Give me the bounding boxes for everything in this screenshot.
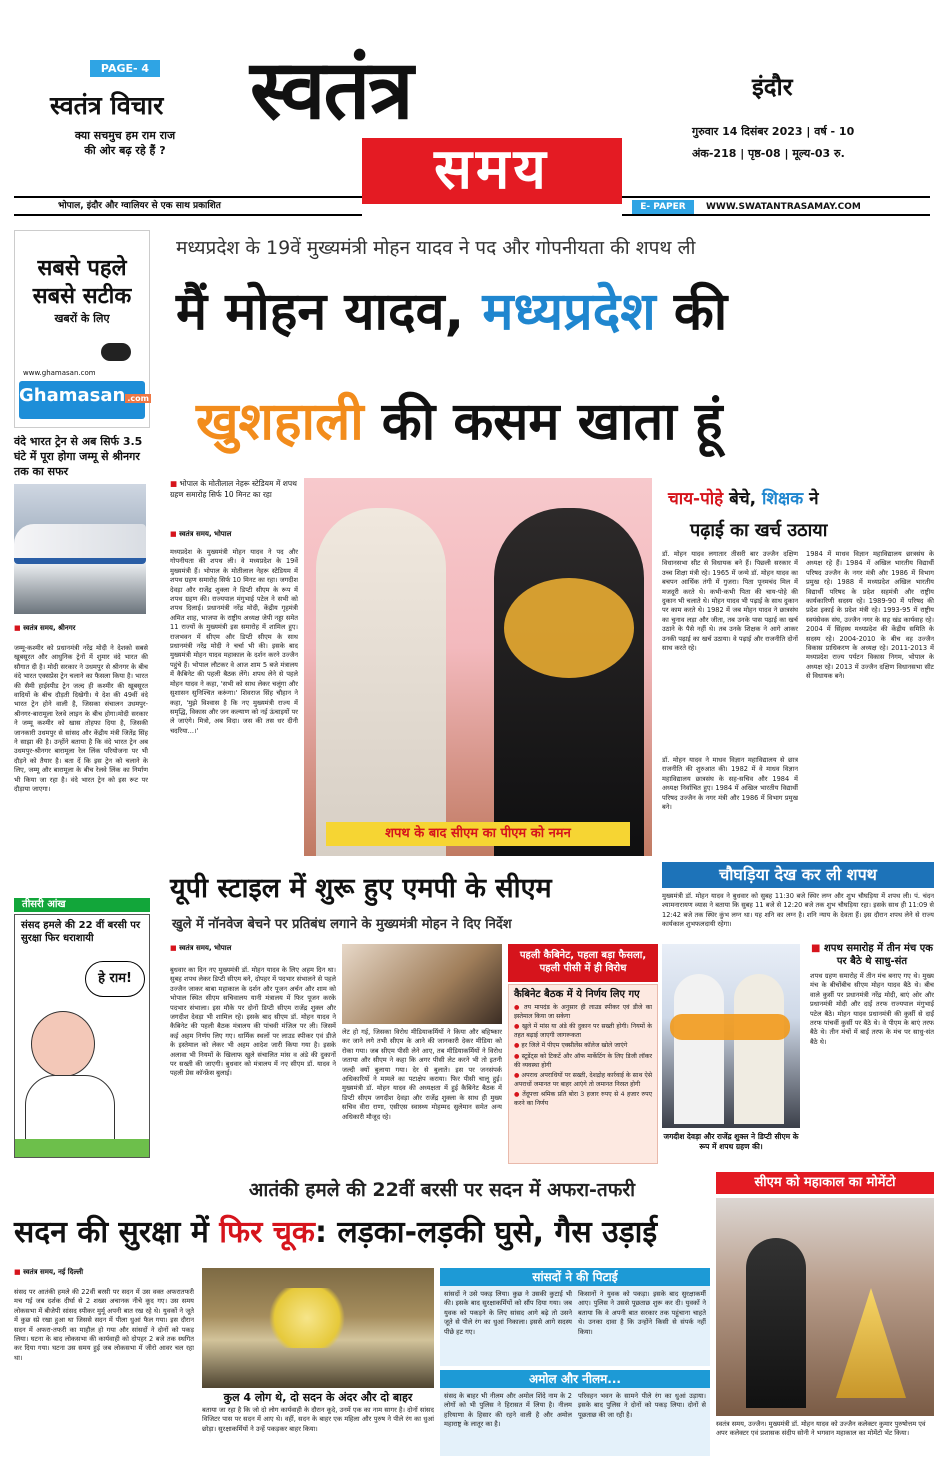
chaughadiya-body: मुख्यमंत्री डॉ. मोहन यादव ने बुधवार को सुबह 11:30 बजे स्थिर लग्न और शुभ चौघड़िया में शपथ ली। पं. चंदन श्यामनारायण व्यास ने बताया कि सुबह 11 बजे से 12:20 बजे तक शुभ चौघड़िया रहा। इसके साथ ही 11:09 से 12:42 बजे तक स्थिर कुंभ लग्न था। यह शनि का लग्न है। शनि न्याय के देवता हैं। इस दौरान शपथ लेने से राज्य कार्यकाल शुभफलदायी रहेगा। xyxy=(662,892,934,929)
gandhi-head-drawing xyxy=(31,1011,95,1077)
decision-item: ● अपराध अपराधियों पर सख्ती, देशद्रोह कार्रवाई के साथ ऐसे अपराधों जमानत पर बाहर आएंगे तो जमानत निरस्त होगी xyxy=(514,1072,652,1088)
decision-item: ● तय मापदंड के अनुसार ही लाउड स्पीकर एवं डीजे का इस्तेमाल किया जा सकेगा xyxy=(514,1004,653,1020)
lead-photo-caption: शपथ के बाद सीएम का पीएम को नमन xyxy=(326,822,630,846)
mps-beat-box xyxy=(440,1268,710,1366)
chaughadiya-subhead: ■ शपथ समारोह में तीन मंच एक पर बैठे थे साधु-संत xyxy=(811,943,933,967)
mouse-icon xyxy=(101,343,131,361)
tea-headline-line-2: पढ़ाई का खर्च उठाया xyxy=(690,520,828,541)
mp-cm-body-col-1: बुधवार का दिन नए मुख्यमंत्री डॉ. मोहन यादव के लिए अहम दिन था। सुबह शपथ लेकर डिप्टी सीएम बने, दोपहर में पदभार संभालने से पहले उज्जैन जाकर बाबा महाकाल के दर्शन और पूजन अर्चन और शाम को भोपाल स्थित सीएम सचिवालय यानी मंत्रालय में फिर पूजन करके पदभार संभाला। इस मौके पर दोनों डिप्टी सीएम राजेंद्र शुक्ल और जगदीश देवड़ा भी शामिल रहे। इसके बाद सीएम डॉ. मोहन यादव ने कैबिनेट की पहली बैठक मंत्रालय की पांचवी मंजिल पर ली। जिसमें कई अहम निर्णय लिए गए। धार्मिक स्थलों पर लाउड स्पीकर एवं डीजे के इस्तेमाल को लेकर भी अहम आदेश जारी किया गया है। इसके अलावा भी नियमों के खिलाफ खुले संचालित मांस व अंडे की दुकानों पर सख्ती की जाएगी। बुधवार को मंत्रालय में नए सीएम डॉ. यादव ने पहली प्रेस कॉन्फ्रेंस बुलाई। xyxy=(170,966,336,1078)
cartoon-section-title: तीसरी आंख xyxy=(14,898,150,912)
published-from: भोपाल, इंदौर और ग्वालियर से एक साथ प्रकाशित xyxy=(58,201,221,211)
mps-beat-col-1: सांसदों ने उसे पकड़ लिया। कुछ ने उसकी कुटाई भी की। इसके बाद सुरक्षाकर्मियों को सौंप दिया गया। जब युवक को पकड़ने के लिए सांसद आगे बढ़े तो उसने जूते से पीले रंग का धुआं निकाला। इससे आगे सदस्य पीछे हट गए। xyxy=(444,1290,572,1336)
yellow-smoke xyxy=(262,1288,352,1348)
mps-beat-col-2: किसानों ने युवक को पकड़ा। इसके बाद सुरक्षाकर्मी आए। पुलिस ने उससे पूछताछ शुरू कर दी। युवकों ने बताया कि वे अपनी बात सरकार तक पहुंचाना चाहते थे। उनका दावा है कि उन्होंने किसी से संपर्क नहीं किया। xyxy=(578,1290,706,1336)
masthead-strip-right xyxy=(622,196,930,216)
ghamasan-ad[interactable] xyxy=(14,230,150,428)
cabinet-box-title: पहली कैबिनेट, पहला बड़ा फैसला, पहली पीसी में ही विरोध xyxy=(508,944,658,982)
tea-body-col-2: डॉ. मोहन यादव ने माधव विज्ञान महाविद्यालय से छात्र राजनीति की शुरुआत की। 1982 में वे माधव विज्ञान महाविद्यालय छात्रसंघ के सह-सचिव और 1984 में अध्यक्ष निर्वाचित हुए। 1984 में अखिल भारतीय विद्यार्थी परिषद उज्जैन के नगर मंत्री और 1986 में विभाग प्रमुख बने। xyxy=(662,756,798,812)
temple-momento xyxy=(836,1288,906,1398)
chaughadiya-sub-body: शपथ ग्रहण समारोह में तीन मंच बनाए गए थे। मुख्य मंच के बीचोंबीच सीएम मोहन यादव बैठे थे। बीच वाले कुर्सी पर प्रधानमंत्री नरेंद्र मोदी, बाएं ओर और प्रधानमंत्री मोदी और दाईं तरफ राज्यपाल मंगुभाई पटेल बैठे। मोहन यादव प्रधानमंत्री की कुर्सी से दाईं तरफ पांचवीं कुर्सी पर बैठे थे। वे पीएम के बाएं तरफ बैठे थे। तीन मंचों में बाईं तरफ के मंच पर साधु-संत बैठे थे। xyxy=(810,972,934,1046)
opinion-subtitle: क्या सचमुच हम राम राज की ओर बढ़ रहे हैं ? xyxy=(74,129,176,157)
cabinet-box-subtitle: कैबिनेट बैठक में ये निर्णय लिए गए xyxy=(514,989,640,1000)
issue-line: अंक-218 | पृष्ठ-08 | मूल्य-03 रु. xyxy=(692,147,845,160)
vande-bharat-train-photo xyxy=(14,484,146,614)
deputy-cm-caption: जगदीश देवड़ा और राजेंद्र शुक्ल ने डिप्टी सीएम के रूप में शपथ ग्रहण की। xyxy=(663,1132,799,1151)
parliament-photo-caption: कुल 4 लोग थे, दो सदन के अंदर और दो बाहर xyxy=(223,1391,413,1404)
cabinet-meeting-photo xyxy=(342,944,502,1024)
page-number-tag: PAGE- 4 xyxy=(90,60,160,77)
mahakal-momento-photo xyxy=(716,1198,934,1416)
deputy-cm-photo xyxy=(662,944,800,1128)
decision-item: ● स्टूडेंट्स को टिकटें और ऑफ मार्केटिंग के लिए डिजी लॉकर की व्यवस्था होगी xyxy=(514,1052,652,1069)
mp-cm-headline: यूपी स्टाइल में शुरू हुए एमपी के सीएम xyxy=(170,873,552,904)
masthead-strip-left xyxy=(14,196,362,216)
lead-byline: ■ स्वतंत्र समय, भोपाल xyxy=(170,530,232,538)
chaughadiya-headline: चौघड़िया देख कर ली शपथ xyxy=(662,862,934,888)
mps-beat-title: सांसदों ने की पिटाई xyxy=(440,1268,710,1286)
modi-figure xyxy=(316,508,446,856)
parliament-body: संसद पर आतंकी हमले की 22वीं बरसी पर सदन में उस वक्त अफरातफरी मच गई जब दर्शक दीर्घा से 2 शख्स अचानक नीचे कूद गए। उस समय लोकसभा में बीजेपी सांसद स्पीकर मुर्मू अपनी बात रख रहे थे। युवकों ने जूते में कुछ स्प्रे रखा हुआ था जिससे सदन में पीला धुआं फैल गया। इस दौरान सदन में अफरा-तफरी का माहौल हो गया और सांसदों ने दोनों को पकड़ लिया। घटना के बाद लोकसभा की कार्यवाही को दोपहर 2 बजे तक स्थगित कर दिया गया। घटना उस समय हुई जब लोकसभा में जीरो आवर चल रहा था। xyxy=(14,1288,194,1362)
mp-cm-byline: ■ स्वतंत्र समय, भोपाल xyxy=(170,944,232,952)
marigold-garland xyxy=(504,578,634,678)
ad-url: www.ghamasan.com xyxy=(23,369,96,377)
mohan-yadav-figure xyxy=(494,508,644,856)
parliament-byline: ■ स्वतंत्र समय, नई दिल्ली xyxy=(14,1268,84,1276)
parliament-headline: सदन की सुरक्षा में फिर चूक: लड़का-लड़की घुसे, गैस उड़ाई xyxy=(14,1215,658,1250)
parliament-photo-text: बताया जा रहा है कि जो दो लोग कार्यवाही के दौरान कूदे, उनमें एक का नाम सागर है। दोनों सांसद विजिटर पास पर सदन में आए थे। वहीं, सदन के बाहर एक महिला और पुरुष ने पीले रंग का धुआं छोड़ा। सुरक्षाकर्मियों ने उन्हें पकड़कर बाहर किया। xyxy=(202,1406,434,1433)
lead-body: मध्यप्रदेश के मुख्यमंत्री मोहन यादव ने पद और गोपनीयता की शपथ ली। वे मध्यप्रदेश के 19वें मुख्यमंत्री हैं। भोपाल के मोतीलाल नेहरू स्टेडियम में शपथ ग्रहण समारोह सिर्फ 10 मिनट का रहा। जगदीश देवड़ा और राजेंद्र शुक्ला ने डिप्टी सीएम के रूप में शपथ ग्रहण की। राज्यपाल मंगुभाई पटेल ने सभी को शपथ दिलाई। प्रधानमंत्री नरेंद्र मोदी, केंद्रीय गृहमंत्री अमित शाह, भाजपा के राष्ट्रीय अध्यक्ष जेपी नड्डा समेत 11 राज्यों के मुख्यमंत्री इस समारोह में शामिल हुए। राजभवन में सीएम और डिप्टी सीएम के साथ प्रधानमंत्री नरेंद्र मोदी ने चर्चा भी की। इसके बाद मुख्यमंत्री मोहन यादव महाकाल के दर्शन करने उज्जैन पहुंचे हैं। भोपाल लौटकर वे आज शाम 5 बजे मंत्रालय में कैबिनेट की पहली बैठक लेंगे। शपथ लेने से पहले मोहन यादव ने कहा, 'सभी को साथ लेकर चलूंगा और सुशासन सुनिश्चित करूंगा।' शिवराज सिंह चौहान ने कहा, 'मुझे विश्वास है कि नए मुख्यमंत्री राज्य में समृद्धि, विकास और जन कल्याण को नई ऊंचाइयों पर ले जाएंगे। मित्रो, अब विदा। जस की तस धर दीनी चदरिया...।' xyxy=(170,548,298,735)
parliament-smoke-photo xyxy=(202,1268,434,1388)
mp-cm-deck: खुले में नॉनवेज बेचने पर प्रतिबंध लगाने के मुख्यमंत्री मोहन ने दिए निर्देश xyxy=(172,917,512,932)
amol-neelam-box xyxy=(440,1370,710,1456)
gandhi-body-drawing xyxy=(25,1075,115,1145)
lead-kicker: मध्यप्रदेश के 19वें मुख्यमंत्री मोहन यादव ने पद और गोपनीयता की शपथ ली xyxy=(176,237,696,259)
ghamasan-logo: Ghamasan .com xyxy=(19,381,145,419)
lead-headline-line-1: मैं मोहन यादव, मध्यप्रदेश की xyxy=(176,282,728,342)
epaper-label: E- PAPER xyxy=(632,200,694,214)
tea-body-col-3: 1984 में माधव विज्ञान महाविद्यालय छात्रसंघ के अध्यक्ष रहे हैं। 1984 में अखिल भारतीय विद्यार्थी परिषद उज्जैन के नगर मंत्री और 1986 में विभाग प्रमुख रहे। 1988 में मध्यप्रदेश अखिल भारतीय विद्यार्थी परिषद के प्रदेश सहमंत्री और राष्ट्रीय कार्यकारिणी सदस्य रहे। 1989-90 में परिषद की प्रदेश इकाई के प्रदेश मंत्री रहे। 1993-95 में राष्ट्रीय स्वयंसेवक संघ, उज्जैन नगर के सह खंड कार्यवाह रहे। 2004 में सिंहस्थ मध्यप्रदेश की केंद्रीय समिति के सदस्य रहे। 2004-2010 के बीच वह उज्जैन विकास प्राधिकरण के अध्यक्ष रहे। 2011-2013 में मध्यप्रदेश राज्य पर्यटन विकास निगम, भोपाल के अध्यक्ष रहे। 2013 में उज्जैन दक्षिण विधानसभा सीट से विधायक बने। xyxy=(806,550,934,681)
cartoon-panel xyxy=(14,914,150,1158)
mahakal-caption: स्वतंत्र समय, उज्जैन। मुख्यमंत्री डॉ. मोहन यादव को उज्जैन कलेक्टर कुमार पुरुषोत्तम एवं अपर कलेक्टर एवं प्रशासक संदीप सोनी ने भगवान महाकाल का मोमेंटो भेंट किया। xyxy=(716,1420,926,1438)
cartoon-grass xyxy=(15,1139,149,1157)
masthead-title-top: स्वतंत्र xyxy=(250,42,412,138)
masthead-title-bottom: समय xyxy=(362,138,622,204)
cabinet-decisions-box xyxy=(508,984,658,1164)
lead-photo xyxy=(304,478,652,856)
ad-line-2: सबसे सटीक xyxy=(32,284,132,309)
cartoon-caption: संसद हमले की 22 वीं बरसी पर सुरक्षा फिर धराशायी xyxy=(21,920,141,944)
amol-neelam-col-1: संसद के बाहर भी नीलम और अमोल शिंदे नाम के 2 लोगों को भी पुलिस ने हिरासत में लिया है। नीलम हरियाणा के हिसार की रहने वाली है और अमोल महाराष्ट्र के लातूर का है। xyxy=(444,1392,572,1429)
ad-line-1: सबसे पहले xyxy=(37,256,127,281)
tea-headline-line-1: चाय-पोहे बेचे, शिक्षक ने xyxy=(668,489,819,509)
mahakal-title: सीएम को महाकाल का मोमेंटो xyxy=(716,1172,934,1194)
amol-neelam-title: अमोल और नीलम... xyxy=(440,1370,710,1388)
left-story-body: जम्मू-कश्मीर को प्रधानमंत्री नरेंद्र मोदी ने देशको सबसे खूबसूरत और आधुनिक ट्रेनों में शुमार वंदे भारत की सौगात दी है। मोदी सरकार ने उधमपुर से श्रीनगर के बीच वंदे भारत एक्सप्रेस ट्रेन चलाने का फैसला किया है। भारत की सैमी हाईस्पीड ट्रेन जल्द ही कश्मीर की खूबसूरत वादियों के बीच दौड़ती दिखेगी। ये देश की 49वीं वंदे भारत ट्रेन होने वाली है, जिसका संचालन उधमपुर-श्रीनगर-बारामूला रेलवे लाइन के बीच होगा।मोदी सरकार ने जम्मू कश्मीर को खास तोहफा दिया है, जिसकी जानकारी उधमपुर से सांसद और केंद्रीय मंत्री जितेंद्र सिंह ने साझा की है। उन्होंने बताया है कि वंदे भारत ट्रेन अब उधमपुर-श्रीनगर बारामूला रेल लिंक परियोजना पर भी दौड़ने को तैयार है। बता दें कि इस ट्रेन को चलाने के लिए, जम्मू और बारामूला के बीच रेलवे लिंक का निर्माण भी किया जा रहा है। वंदे भारत ट्रेन को इस रूट पर दौड़ाया जाएगा। xyxy=(14,644,148,794)
decision-item: ● हर जिले में पीएम एक्सीलेंस कॉलेज खोले जाएंगे xyxy=(514,1042,628,1050)
decision-item: ● तेंदूपत्ता श्रमिक प्रति बोरा 3 हजार रुपए से 4 हजार रुपए करने का निर्णय xyxy=(514,1091,653,1107)
website-link[interactable]: WWW.SWATANTRASAMAY.COM xyxy=(706,202,861,212)
cartoon-speech-bubble: हे राम! xyxy=(85,961,145,997)
mp-cm-body-col-2: लेट हो गई, जिसका विरोध मीडियाकर्मियों ने किया और बहिष्कार कर जाने लगे तभी सीएम के आने की जानकारी देकर मीडिया को रोका गया। जब सीएम पीसी लेने आए, तब मीडियाकर्मियों ने विरोध जताया और सीएम ने कहा कि अगर पीसी लेट करने भी तो इतनी जल्दी क्यों बुलाया गया। देर से बुलाते। इस पर जनसंपर्क अधिकारियों ने मामले का पटाक्षेप कराया। फिर पीसी चालू हुई। मुख्यमंत्री डॉ. मोहन यादव की अध्यक्षता में हुई कैबिनेट बैठक में डिप्टी सीएम जगदीश देवड़ा और राजेंद्र शुक्ला के साथ ही मुख्य सचिव वीरा राणा, एसीएस स्वास्थ्य मोहम्मद सुलेमान समेत अन्य अधिकारी मौजूद रहे। xyxy=(342,1028,502,1121)
tea-body-col-1: डॉ. मोहन यादव लगातार तीसरी बार उज्जैन दक्षिण विधानसभा सीट से विधायक बने हैं। पिछली सरकार में उच्च शिक्षा मंत्री रहे। 1965 में जन्मे डॉ. मोहन यादव का बचपन आर्थिक तंगी में गुजरा। पिता पूनमचंद मिल में मजदूरी करते थे। कभी-कभी पिता की चाय-पोहे की दुकान भी चलाते थे। मोहन यादव भी पढ़ाई के साथ दुकान पर काम करते थे। 1982 में जब मोहन यादव ने छात्रसंघ का चुनाव लड़ा और जीता, तब उनके पास पढ़ाई का खर्च उठाने के पैसे नहीं थे। तब उनके शिक्षक ने आगे आकर उनकी पढ़ाई का खर्च उठाया। वे पढ़ाई और राजनीति दोनों साथ करते रहे। xyxy=(662,550,798,653)
edition-city: इंदौर xyxy=(752,73,793,101)
opinion-title: स्वतंत्र विचार xyxy=(50,91,164,120)
ad-line-3: खबरों के लिए xyxy=(54,312,110,325)
left-story-headline: वंदे भारत ट्रेन से अब सिर्फ 3.5 घंटे में पूरा होगा जम्मू से श्रीनगर तक का सफर xyxy=(14,435,143,478)
lead-headline-line-2: खुशहाली की कसम खाता हूं xyxy=(196,392,723,452)
parliament-kicker: आतंकी हमले की 22वीं बरसी पर सदन में अफरा-तफरी xyxy=(248,1179,636,1201)
left-story-byline: ■ स्वतंत्र समय, श्रीनगर xyxy=(14,624,76,632)
decision-item: ● खुले में मांस या अंडे की दुकान पर सख्ती होगी। नियमों के तहत बढ़ाई जाएगी जागरूकता xyxy=(514,1023,652,1039)
date-line: गुरुवार 14 दिसंबर 2023 | वर्ष - 10 xyxy=(692,125,855,138)
cm-figure xyxy=(746,1238,806,1408)
lead-note: ■ भोपाल के मोतीलाल नेहरू स्टेडियम में शपथ ग्रहण समारोह सिर्फ 10 मिनट का रहा xyxy=(170,479,297,499)
amol-neelam-col-2: परिवहन भवन के सामने पीले रंग का धुआं उड़ाया। इसके बाद पुलिस ने दोनों को पकड़ लिया। दोनों से पूछताछ की जा रही है। xyxy=(578,1392,706,1419)
